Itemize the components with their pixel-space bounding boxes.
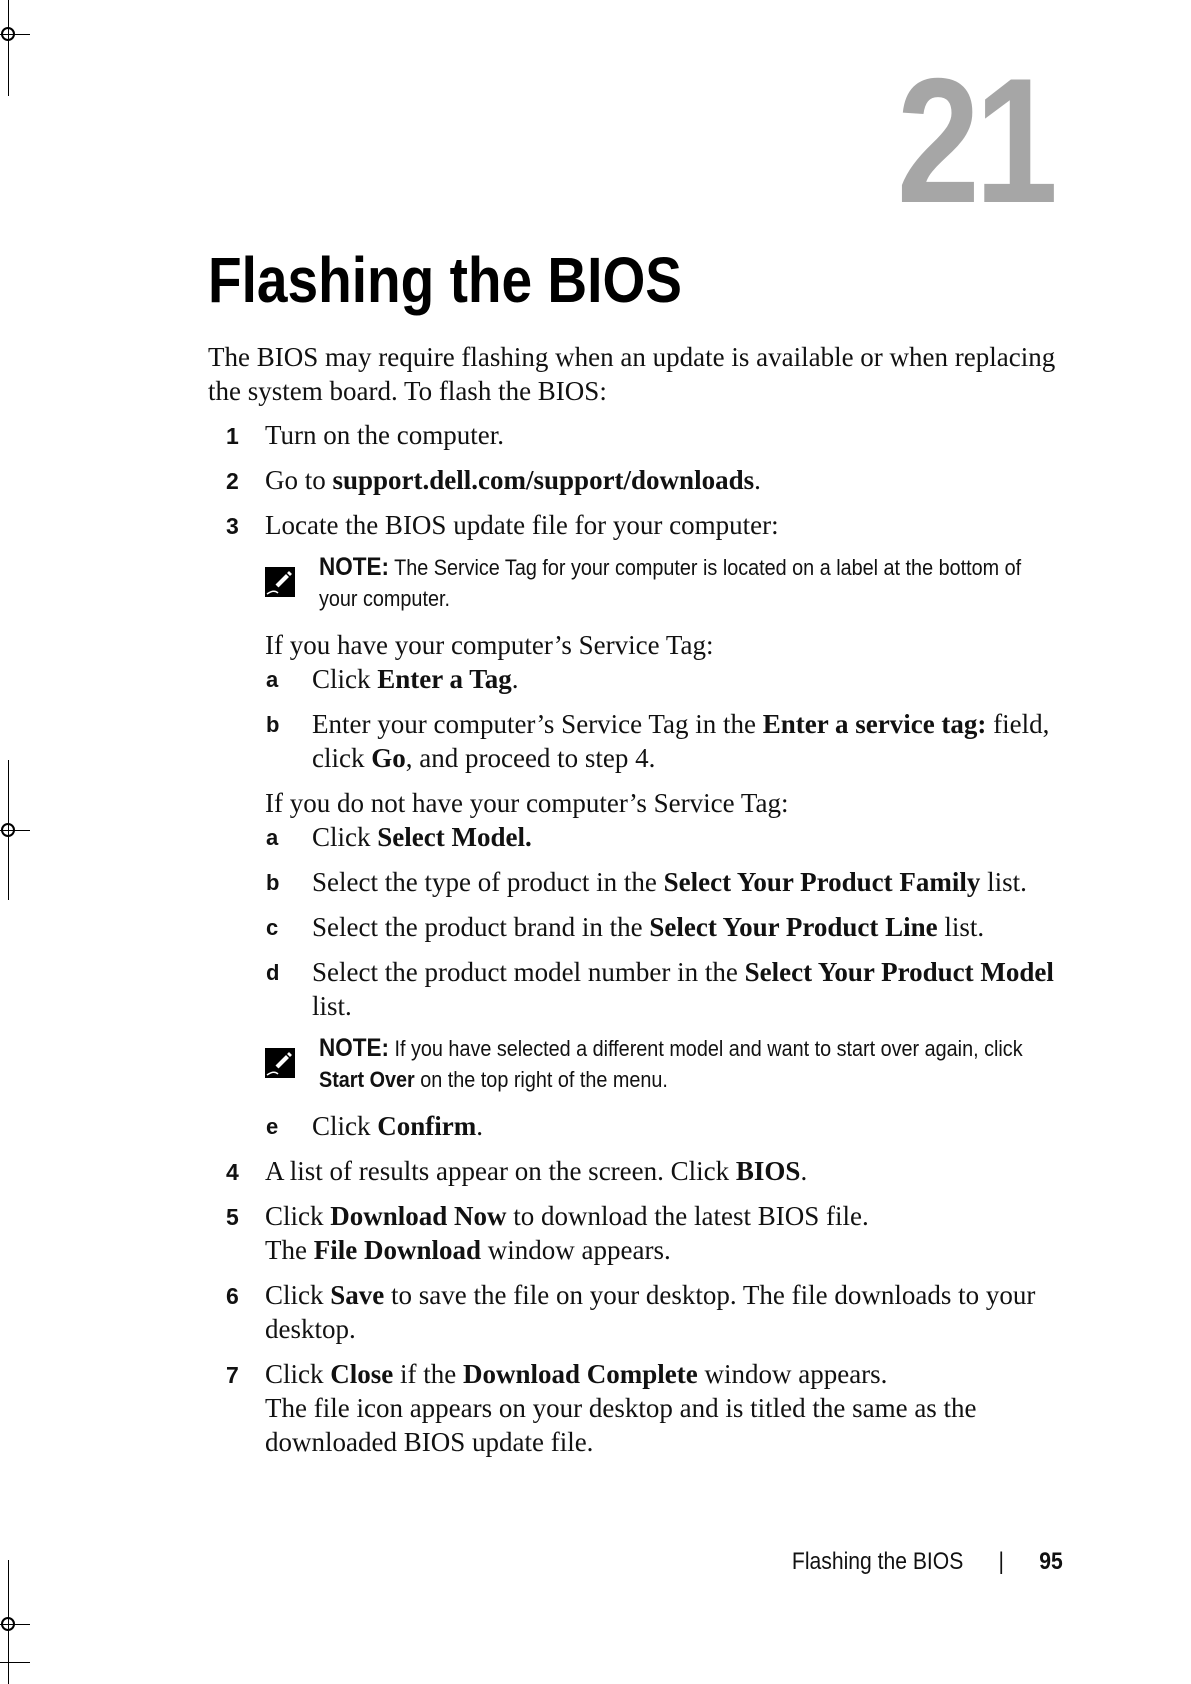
substep-product-family: [208, 865, 1070, 899]
step-text: Click: [265, 1280, 331, 1310]
crop-mark-icon: [0, 760, 34, 900]
ui-label: Download Now: [330, 1201, 507, 1231]
crop-mark-icon: [0, 1560, 34, 1684]
step-2: [208, 463, 1070, 497]
ui-label: Close: [330, 1359, 394, 1389]
substep-enter-service-tag: [208, 707, 1070, 775]
step-6: [208, 1278, 1070, 1346]
step-text: Go to: [265, 465, 333, 495]
substep-letter: b: [266, 712, 280, 737]
note-label: NOTE:: [319, 553, 390, 581]
step-number: 6: [226, 1283, 239, 1309]
step-number: 5: [226, 1204, 239, 1230]
step-text: .: [800, 1156, 808, 1186]
support-url: support.dell.com/support/downloads: [332, 465, 755, 495]
step-number: 1: [226, 423, 239, 449]
step-text: Click: [265, 1359, 331, 1389]
substep-text: list.: [312, 991, 352, 1021]
note-start-over: [208, 1033, 1070, 1095]
crop-mark-icon: [0, 0, 34, 96]
substep-text: Click: [312, 822, 378, 852]
substep-text: Click: [312, 1111, 378, 1141]
page-number: 95: [1039, 1548, 1063, 1575]
substep-text: Click: [312, 664, 378, 694]
ui-label: Go: [371, 743, 406, 773]
substep-text: , and proceed to step 4.: [405, 743, 656, 773]
chapter-number: 21: [896, 41, 1053, 240]
pencil-note-icon: [264, 1045, 298, 1079]
pencil-note-icon: [264, 564, 298, 598]
note-text: [319, 552, 1048, 614]
substep-letter: b: [266, 870, 280, 895]
substep-letter: e: [266, 1114, 279, 1139]
substep-product-model: [208, 955, 1070, 1023]
step-number: 4: [226, 1159, 239, 1185]
footer-section-title: Flashing the BIOS: [792, 1548, 964, 1575]
ui-label: Confirm: [377, 1111, 477, 1141]
substep-text: list.: [937, 912, 985, 942]
ui-label: Select Your Product Model: [744, 957, 1054, 987]
substep-letter: a: [266, 825, 279, 850]
step-text: The file icon appears on your desktop and is titled the same as the downloaded BIOS update file.: [265, 1393, 977, 1457]
step-text: if the: [393, 1359, 463, 1389]
step-text: to save the file on your desktop. The file downloads to your desktop.: [265, 1280, 1036, 1344]
step-text: to download the latest BIOS file.: [506, 1201, 869, 1231]
step-text: .: [754, 465, 761, 495]
substep-text: Select the product brand in the: [312, 912, 650, 942]
note-body: If you have selected a different model and want to start over again, click: [389, 1036, 1023, 1061]
ui-label: Download Complete: [462, 1359, 698, 1389]
substep-letter: a: [266, 667, 279, 692]
page-footer: [792, 1548, 1063, 1576]
has-tag-heading: If you have your computer’s Service Tag:: [265, 630, 714, 660]
substep-text: list.: [980, 867, 1027, 897]
step-text: Click: [265, 1201, 331, 1231]
substep-confirm: [208, 1109, 1070, 1143]
ui-label: Save: [330, 1280, 385, 1310]
ui-label: File Download: [313, 1235, 481, 1265]
step-text: Turn on the computer.: [265, 420, 504, 450]
step-text: The: [265, 1235, 314, 1265]
substep-text: Enter your computer’s Service Tag in the: [312, 709, 763, 739]
ui-label: BIOS: [735, 1156, 801, 1186]
step-number: 2: [226, 468, 239, 494]
ui-label: Select Your Product Line: [649, 912, 938, 942]
note-body: The Service Tag for your computer is located on a label at the bottom of your computer.: [319, 555, 1022, 611]
substep-select-model: [208, 820, 1070, 854]
substep-enter-tag: [208, 662, 1070, 696]
note-text: [319, 1033, 1048, 1095]
intro-paragraph: The BIOS may require flashing when an update is available or when replacing the system board. To flash the BIOS:: [208, 342, 1056, 406]
step-5: [208, 1199, 1070, 1267]
footer-separator: |: [998, 1548, 1005, 1575]
step-text: Locate the BIOS update file for your computer:: [265, 510, 779, 540]
step-1: [208, 418, 1070, 452]
substep-product-line: [208, 910, 1070, 944]
substep-text: Select the type of product in the: [312, 867, 664, 897]
step-number: 3: [226, 513, 239, 539]
step-text: window appears.: [481, 1235, 671, 1265]
step-3: [208, 508, 1070, 542]
ui-label: Start Over: [319, 1067, 415, 1092]
substep-text: .: [476, 1111, 483, 1141]
step-4: [208, 1154, 1070, 1188]
step-text: A list of results appear on the screen. Click: [265, 1156, 736, 1186]
chapter-title: Flashing the BIOS: [208, 244, 682, 316]
ui-label: Select Your Product Family: [663, 867, 981, 897]
no-tag-heading: If you do not have your computer’s Service Tag:: [265, 788, 789, 818]
substep-text: field, click: [312, 709, 1050, 773]
substep-letter: c: [266, 915, 279, 940]
ui-label: Enter a Tag: [377, 664, 512, 694]
note-body: on the top right of the menu.: [414, 1067, 668, 1092]
note-service-tag: [208, 552, 1070, 614]
substep-text: Select the product model number in the: [312, 957, 745, 987]
main-content: [208, 340, 1070, 1470]
step-number: 7: [226, 1362, 239, 1388]
ui-label: Select Model.: [377, 822, 532, 852]
note-label: NOTE:: [319, 1034, 390, 1062]
ui-label: Enter a service tag:: [762, 709, 987, 739]
step-text: window appears.: [697, 1359, 888, 1389]
substep-text: .: [511, 664, 519, 694]
substep-letter: d: [266, 960, 280, 985]
step-7: [208, 1357, 1070, 1459]
